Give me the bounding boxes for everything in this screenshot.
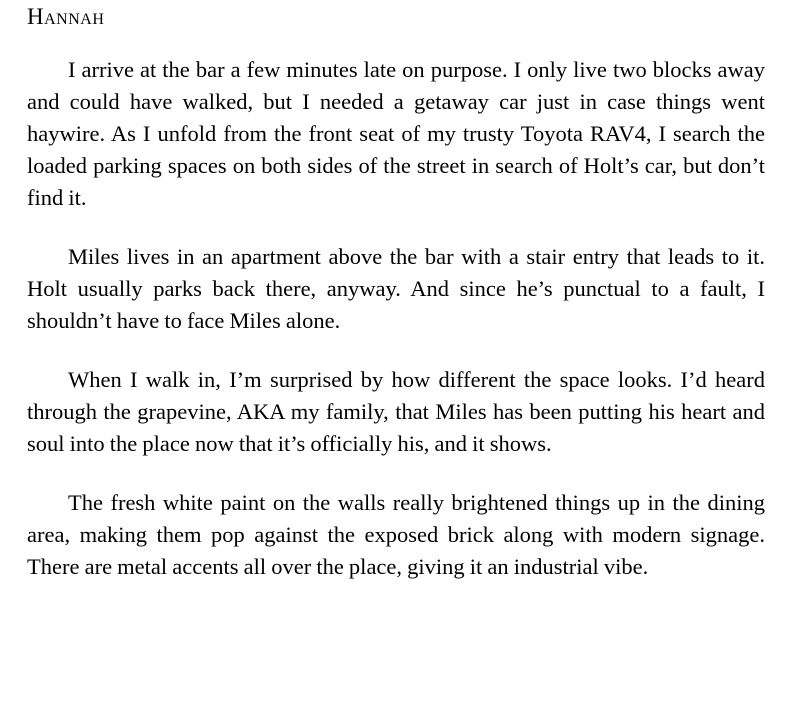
paragraph: When I walk in, I’m surprised by how different the space looks. I’d heard through the grapevine, AKA my family, that Miles has been putting his heart and soul into the place now that it’s officially his, and it shows. — [27, 366, 765, 456]
book-page — [0, 1, 788, 720]
paragraph: I arrive at the bar a few minutes late on purpose. I only live two blocks away and could have walked, but I needed a getaway car just in case things went haywire. As I unfold from the front seat of my trusty Toyota RAV4, I search the loaded parking spaces on both sides of the street in search of Holt’s car, but don’t find it. — [27, 56, 765, 210]
paragraph: The fresh white paint on the walls really brightened things up in the dining area, making them pop against the exposed brick along with modern signage. There are metal accents all over the place, giving it an industrial vibe. — [27, 489, 765, 579]
chapter-heading: Hannah — [27, 4, 105, 29]
paragraph: Miles lives in an apartment above the bar with a stair entry that leads to it. Holt usually parks back there, anyway. And since he’s punctual to a fault, I shouldn’t have to face Miles alone. — [27, 243, 765, 333]
